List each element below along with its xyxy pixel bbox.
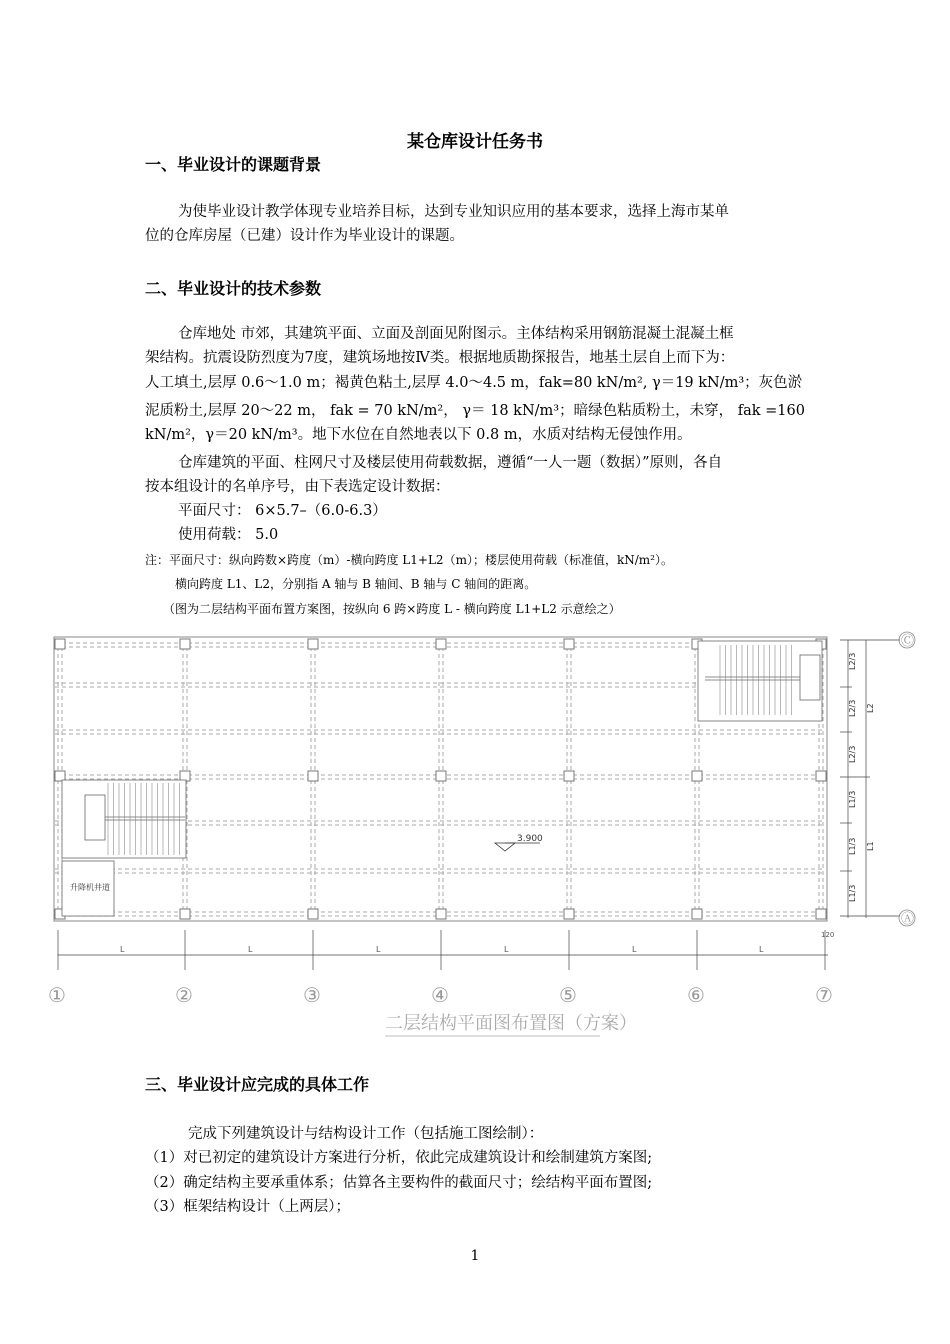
elevator-shaft-label: 升降机井道: [70, 883, 110, 892]
section-3-heading: 三、毕业设计应完成的具体工作: [145, 1075, 370, 1094]
dim-label-l1: L1: [866, 841, 875, 851]
dim-label: L1/3: [848, 837, 857, 855]
note-1: 注：平面尺寸：纵向跨数×跨度（m）-横向跨度 L1+L2（m）；楼层使用荷载（标准值，kN/m²）。: [145, 553, 673, 567]
axis-label-4: ④: [431, 983, 449, 1007]
dim-label: L1/3: [848, 790, 857, 808]
span-labels: [120, 931, 834, 954]
span-label: L: [759, 945, 764, 954]
axis-label-5: ⑤: [559, 983, 577, 1007]
axis-label-c: Ⓒ: [901, 634, 915, 649]
axis-label-2: ②: [175, 983, 193, 1007]
left-stair: [62, 780, 186, 858]
sec2-p1-line-4: 泥质粉土,层厚 20～22 m， fak = 70 kN/m²， γ＝ 18 kN/m³；暗绿色粘质粉土，未穿， fak =160: [145, 403, 805, 419]
sec2-p1-line-5: kN/m²，γ＝20 kN/m³。地下水位在自然地表以下 0.8 m，水质对结构无侵蚀作用。: [145, 427, 692, 443]
sec1-line-1: 为使毕业设计教学体现专业培养目标，达到专业知识应用的基本要求，选择上海市某单: [178, 204, 729, 220]
axis-label-7: ⑦: [815, 983, 833, 1007]
offset-label: 120: [821, 931, 835, 939]
section-1-heading: 一、毕业设计的课题背景: [145, 155, 322, 174]
sec3-intro: 完成下列建筑设计与结构设计工作（包括施工图绘制）：: [188, 1126, 544, 1142]
dim-label: L2/3: [848, 652, 857, 670]
sec2-p2-line-2: 按本组设计的名单序号，由下表选定设计数据：: [145, 479, 450, 495]
page-title: 某仓库设计任务书: [407, 132, 543, 152]
task-item-3: （3）框架结构设计（上两层）；: [145, 1199, 350, 1215]
task-item-2: （2）确定结构主要承重体系；估算各主要构件的截面尺寸；绘结构平面布置图;: [145, 1175, 653, 1191]
bottom-axis-labels: [48, 983, 833, 1007]
right-dimension-lines: [840, 640, 900, 918]
span-label: L: [632, 945, 637, 954]
right-stair: [698, 641, 822, 721]
span-label: L: [120, 945, 125, 954]
elevation-label: 3.900: [517, 834, 543, 844]
dim-label: L1/3: [848, 884, 857, 902]
dim-label: L2/3: [848, 699, 857, 717]
axis-label-a: Ⓐ: [901, 912, 915, 927]
note-2: 横向跨度 L1、L2，分别指 A 轴与 B 轴间、B 轴与 C 轴间的距离。: [175, 577, 537, 591]
dim-label: L2/3: [848, 745, 857, 763]
structural-plan-drawing: [40, 625, 920, 1045]
bottom-dimension-lines: [58, 930, 828, 970]
span-label: L: [376, 945, 381, 954]
page-number: 1: [470, 1248, 480, 1264]
section-2-heading: 二、毕业设计的技术参数: [145, 279, 322, 298]
axis-label-6: ⑥: [687, 983, 705, 1007]
sec2-p1-line-1: 仓库地处 市郊，其建筑平面、立面及剖面见附图示。主体结构采用钢筋混凝土混凝土框: [178, 326, 734, 342]
drawing-caption: 二层结构平面图布置图（方案）: [385, 1013, 637, 1034]
note-3: （图为二层结构平面布置方案图，按纵向 6 跨×跨度 L - 横向跨度 L1+L2 示意绘之）: [163, 602, 621, 616]
plan-size: 平面尺寸： 6×5.7–（6.0-6.3）: [178, 503, 387, 519]
axis-label-1: ①: [48, 983, 66, 1007]
use-load: 使用荷载： 5.0: [178, 527, 279, 543]
sec2-p1-line-2: 架结构。抗震设防烈度为7度，建筑场地按Ⅳ类。根据地质勘探报告，地基土层自上而下为：: [145, 350, 735, 366]
sec2-p1-line-3: 人工填土,层厚 0.6～1.0 m；褐黄色粘土,层厚 4.0～4.5 m，fak=80 kN/m², γ＝19 kN/m³；灰色淤: [145, 375, 803, 391]
sec2-p2-line-1: 仓库建筑的平面、柱网尺寸及楼层使用荷载数据，遵循“一人一题（数据）”原则，各自: [178, 455, 723, 471]
axis-label-3: ③: [303, 983, 321, 1007]
span-label: L: [248, 945, 253, 954]
span-label: L: [504, 945, 509, 954]
dim-label-l2: L2: [866, 703, 875, 713]
task-item-1: （1）对已初定的建筑设计方案进行分析，依此完成建筑设计和绘制建筑方案图;: [145, 1150, 653, 1166]
elevation-marker: [495, 843, 540, 851]
sec1-line-2: 位的仓库房屋（已建）设计作为毕业设计的课题。: [145, 228, 464, 244]
